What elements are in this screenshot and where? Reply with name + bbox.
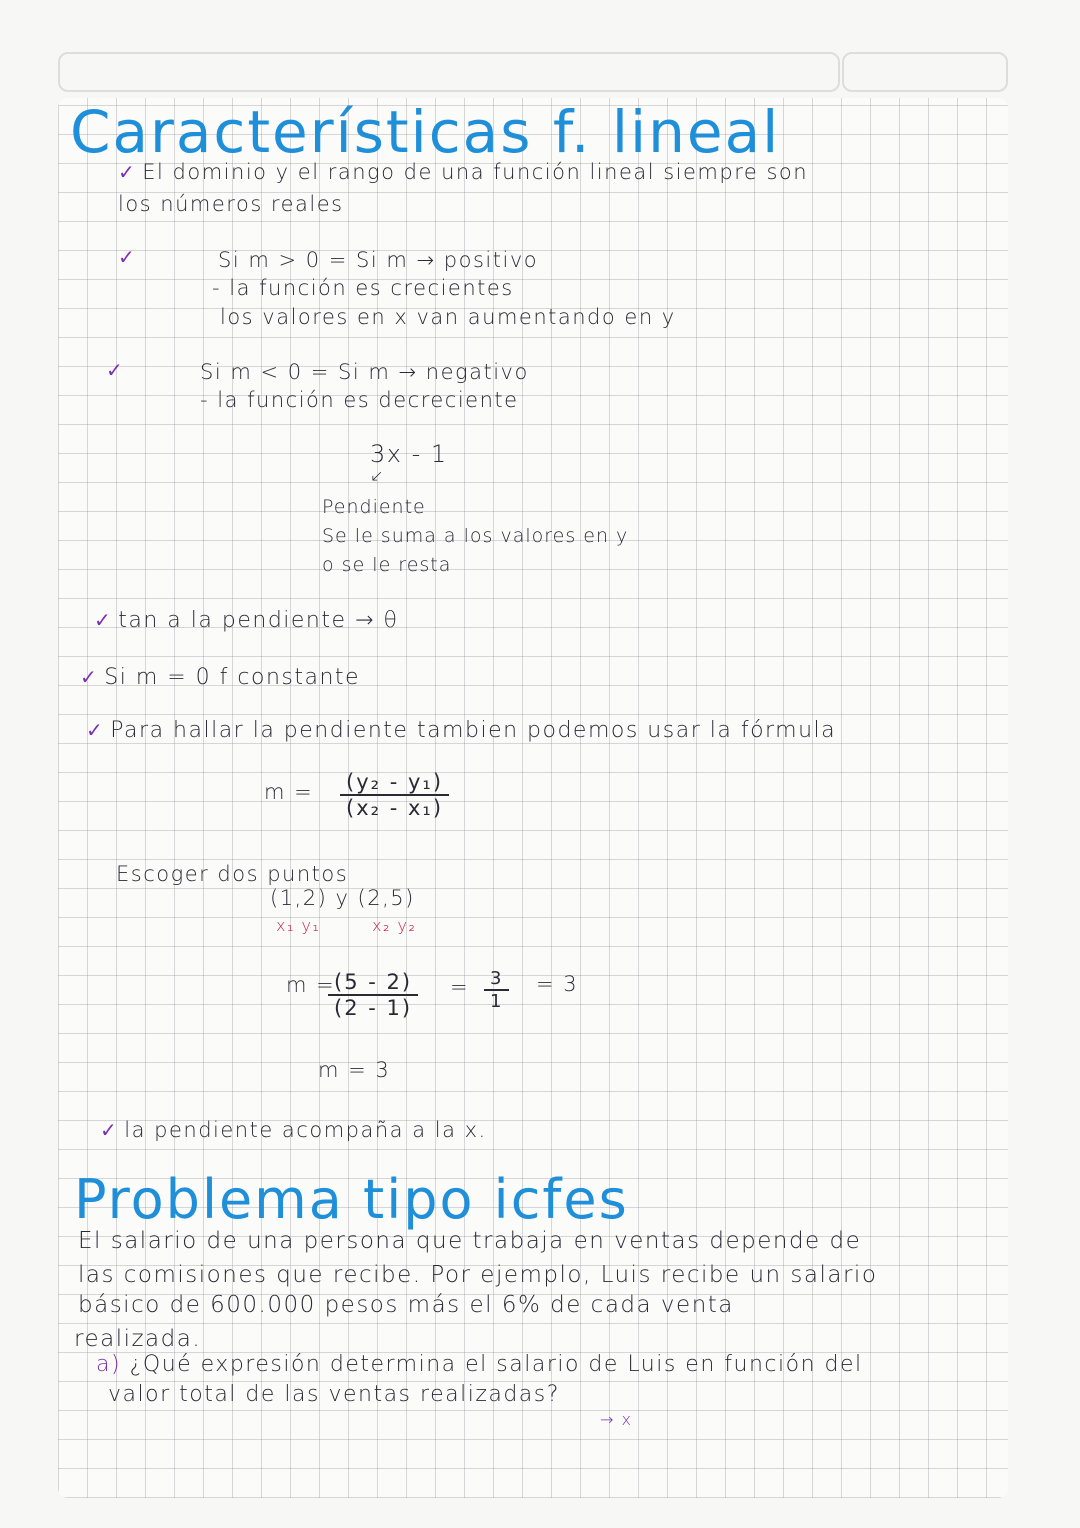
denominator: (x₂ - x₁) <box>346 796 444 820</box>
result: = 3 <box>536 972 579 996</box>
note-line: Pendiente <box>322 496 426 518</box>
check-icon: ✓ <box>100 1118 119 1142</box>
numerator: 3 <box>484 968 509 991</box>
note-line: - la función es decreciente <box>200 388 519 412</box>
check-icon: ✓ <box>86 718 105 742</box>
text: Para hallar la pendiente tambien podemos usar la fórmula <box>110 718 837 743</box>
note-line: Si m > 0 = Si m → positivo <box>218 248 539 272</box>
note-line: Escoger dos puntos <box>116 862 349 886</box>
problem-line: básico de 600.000 pesos más el 6% de cada venta <box>78 1292 734 1318</box>
note-line: o se le resta <box>322 554 452 576</box>
question-line <box>96 1352 863 1377</box>
text: El dominio y el rango de una función lineal siempre son <box>142 160 809 184</box>
equals: = <box>450 975 470 999</box>
slope-formula <box>340 770 449 820</box>
check-icon <box>106 358 130 382</box>
text: tan a la pendiente → θ <box>118 608 399 633</box>
text: ¿Qué expresión determina el salario de Luis en función del <box>129 1352 863 1377</box>
result-fraction <box>484 968 509 1012</box>
note-line: Se le suma a los valores en y <box>322 525 629 547</box>
numerator: (y₂ - y₁) <box>340 770 449 796</box>
note-line <box>80 665 360 690</box>
arrow-icon: ↙ <box>370 466 385 485</box>
text: la pendiente acompaña a la x. <box>124 1118 487 1142</box>
header-box <box>58 52 840 92</box>
page-title: Características f. lineal <box>70 98 781 166</box>
note-line: Si m < 0 = Si m → negativo <box>200 360 529 384</box>
problem-title: Problema tipo icfes <box>74 1168 629 1231</box>
calc-fraction <box>328 970 418 1020</box>
check-icon: ✓ <box>118 245 137 269</box>
annotation: → x <box>600 1410 633 1429</box>
m-final: m = 3 <box>318 1058 391 1082</box>
question-line: valor total de las ventas realizadas? <box>108 1382 560 1407</box>
calc-m: m = <box>286 973 336 997</box>
check-icon <box>118 245 142 269</box>
note-line <box>86 718 836 743</box>
numerator: (5 - 2) <box>328 970 418 996</box>
note-line <box>100 1118 487 1142</box>
problem-line: las comisiones que recibe. Por ejemplo, Luis recibe un salario <box>78 1262 878 1288</box>
text: Si m = 0 f constante <box>104 665 361 690</box>
note-line: los valores en x van aumentando en y <box>220 305 676 329</box>
note-line <box>118 160 808 184</box>
date-box <box>842 52 1008 92</box>
note-line: los números reales <box>118 192 344 216</box>
note-line: - la función es crecientes <box>212 276 514 300</box>
check-icon: ✓ <box>94 608 113 632</box>
note-line <box>94 608 398 633</box>
problem-line: realizada. <box>74 1326 202 1352</box>
expression: 3x - 1 <box>370 440 448 468</box>
question-label: a) <box>96 1352 122 1377</box>
points: (1,2) y (2,5) <box>270 886 415 910</box>
check-icon: ✓ <box>80 665 99 689</box>
check-icon: ✓ <box>118 160 137 184</box>
denominator: (2 - 1) <box>334 996 413 1020</box>
point-labels: x₂ y₂ <box>372 916 417 935</box>
point-labels: x₁ y₁ <box>276 916 321 935</box>
problem-line: El salario de una persona que trabaja en ventas depende de <box>78 1228 862 1254</box>
formula-m: m = <box>264 780 314 804</box>
check-icon: ✓ <box>106 358 125 382</box>
denominator: 1 <box>490 991 504 1012</box>
